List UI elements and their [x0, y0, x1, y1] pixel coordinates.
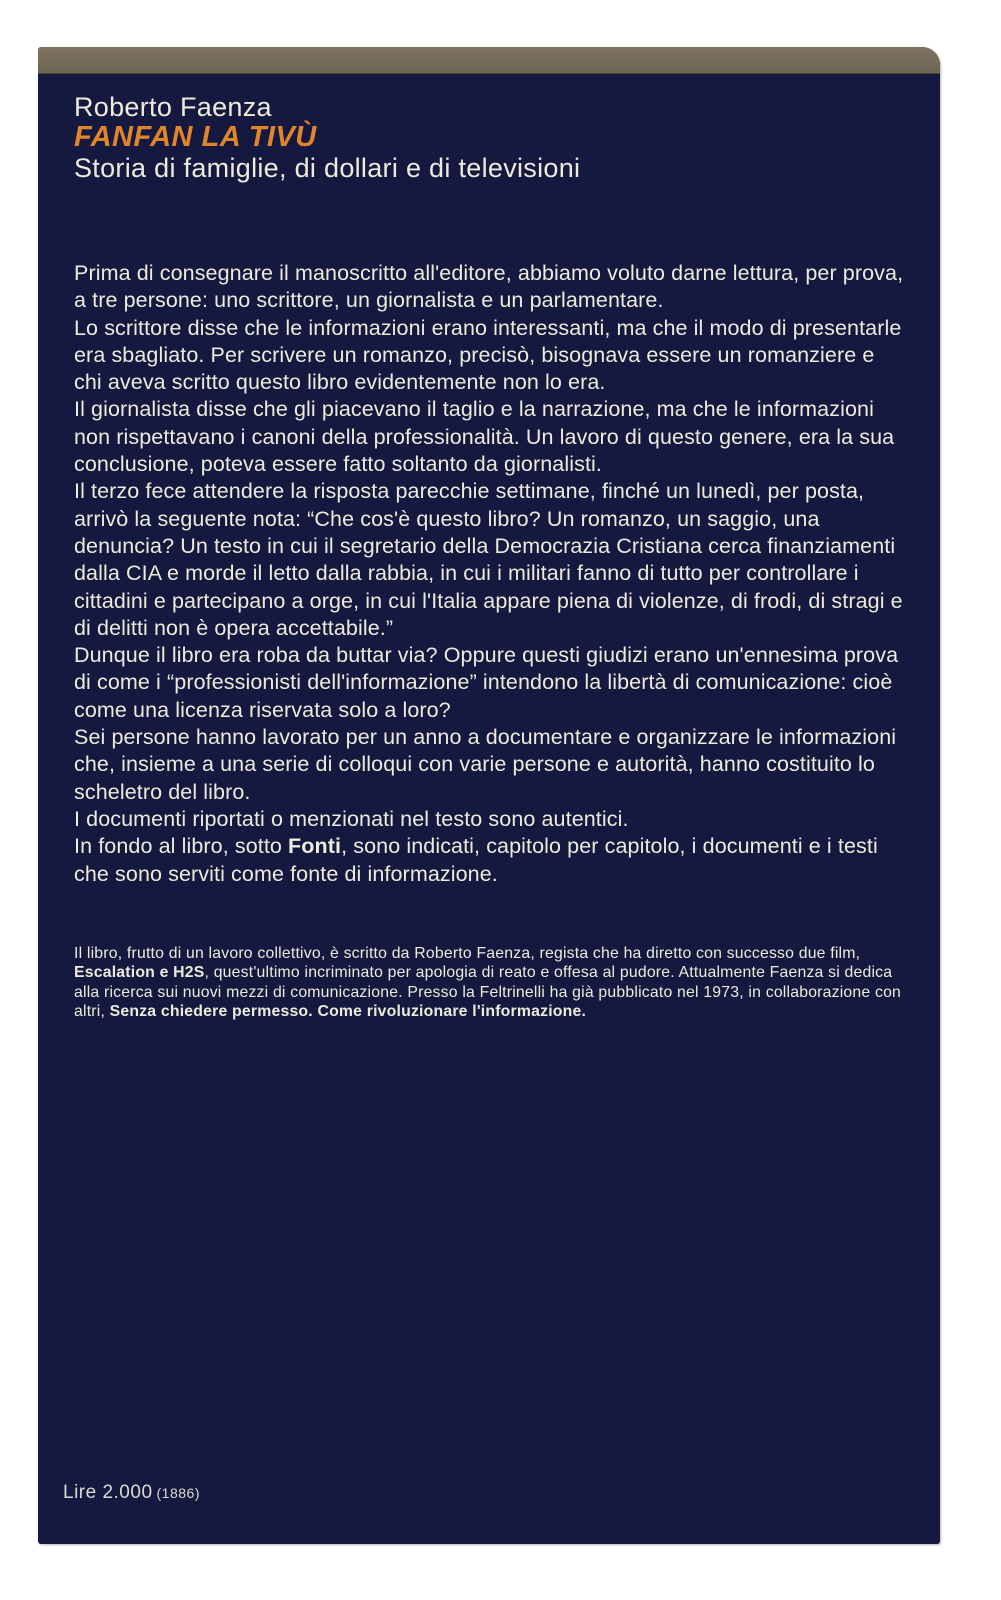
- blurb-paragraph: Il terzo fece attendere la risposta parecchie settimane, finché un lunedì, per posta, arrivò la seguente nota: “Che cos'è questo libro? Un romanzo, un saggio, una denuncia? Un testo in cui il segretario della Democrazia Cristiana cerca finanziamenti dalla CIA e morde il letto dalla rabbia, in cui i militari fanno di tutto per controllare i cittadini e partecipano a orge, in cui l'Italia appare piena di violenze, di frodi, di stragi e di delitti non è opera accettabile.”: [74, 479, 903, 640]
- price-value: Lire 2.000: [63, 1482, 153, 1503]
- cover-content: [74, 92, 904, 1022]
- sources-label: Fonti: [288, 834, 342, 859]
- blurb-paragraph-sources: [74, 833, 904, 888]
- bio-films: Escalation e H2S: [74, 964, 205, 982]
- author-bio: [74, 944, 904, 1022]
- blurb-paragraph: I documenti riportati o menzionati nel testo sono autentici.: [74, 806, 629, 831]
- bio-text-2: , quest'ultimo incriminato per apologia di reato e offesa al pudore. Attualmente Faenza si dedica alla ricerca sui nuovi mezzi di comunicazione. Presso la Feltrinelli ha già pubblicato nel 1973, in collaborazione con altri,: [74, 964, 902, 1021]
- cover-top-edge: [38, 47, 940, 74]
- book-title: FANFAN LA TIVÙ: [74, 121, 317, 153]
- bio-previous-book: Senza chiedere permesso. Come rivoluzionare l'informazione.: [109, 1003, 587, 1021]
- sources-text-before: In fondo al libro, sotto: [74, 834, 289, 859]
- book-subtitle: Storia di famiglie, di dollari e di televisioni: [74, 153, 581, 183]
- sources-text-after: , sono indicati, capitolo per capitolo, i documenti e i testi che sono serviti come fonte di informazione.: [74, 834, 878, 886]
- author-name: Roberto Faenza: [74, 92, 272, 122]
- blurb-paragraph: Il giornalista disse che gli piacevano il taglio e la narrazione, ma che le informazioni non rispettavano i canoni della professionalità. Un lavoro di questo genere, era la sua conclusione, poteva essere fatto soltanto da giornalisti.: [74, 397, 895, 477]
- author-bio-text: [74, 944, 904, 1022]
- book-back-cover: [38, 47, 940, 1544]
- price-code: (1886): [156, 1485, 200, 1501]
- bio-text-1: Il libro, frutto di un lavoro collettivo, è scritto da Roberto Faenza, regista che ha diretto con successo due film,: [74, 944, 861, 962]
- price-label: [63, 1482, 200, 1504]
- blurb-paragraph: Prima di consegnare il manoscritto all'editore, abbiamo voluto darne lettura, per prova, a tre persone: uno scrittore, un giornalista e un parlamentare.: [74, 261, 904, 313]
- blurb: [74, 260, 904, 888]
- blurb-paragraph: Dunque il libro era roba da buttar via? Oppure questi giudizi erano un'ennesima prova di come i “professionisti dell'informazione” intendono la libertà di comunicazione: cioè come una licenza riservata solo a loro?: [74, 643, 899, 722]
- blurb-paragraph: Lo scrittore disse che le informazioni erano interessanti, ma che il modo di presentarle era sbagliato. Per scrivere un romanzo, precisò, bisognava essere un romanziere e chi aveva scritto questo libro evidentemente non lo era.: [74, 315, 902, 395]
- blurb-paragraph: Sei persone hanno lavorato per un anno a documentare e organizzare le informazioni che, insieme a una serie di colloqui con varie persone e autorità, hanno costituito lo scheletro del libro.: [74, 725, 897, 804]
